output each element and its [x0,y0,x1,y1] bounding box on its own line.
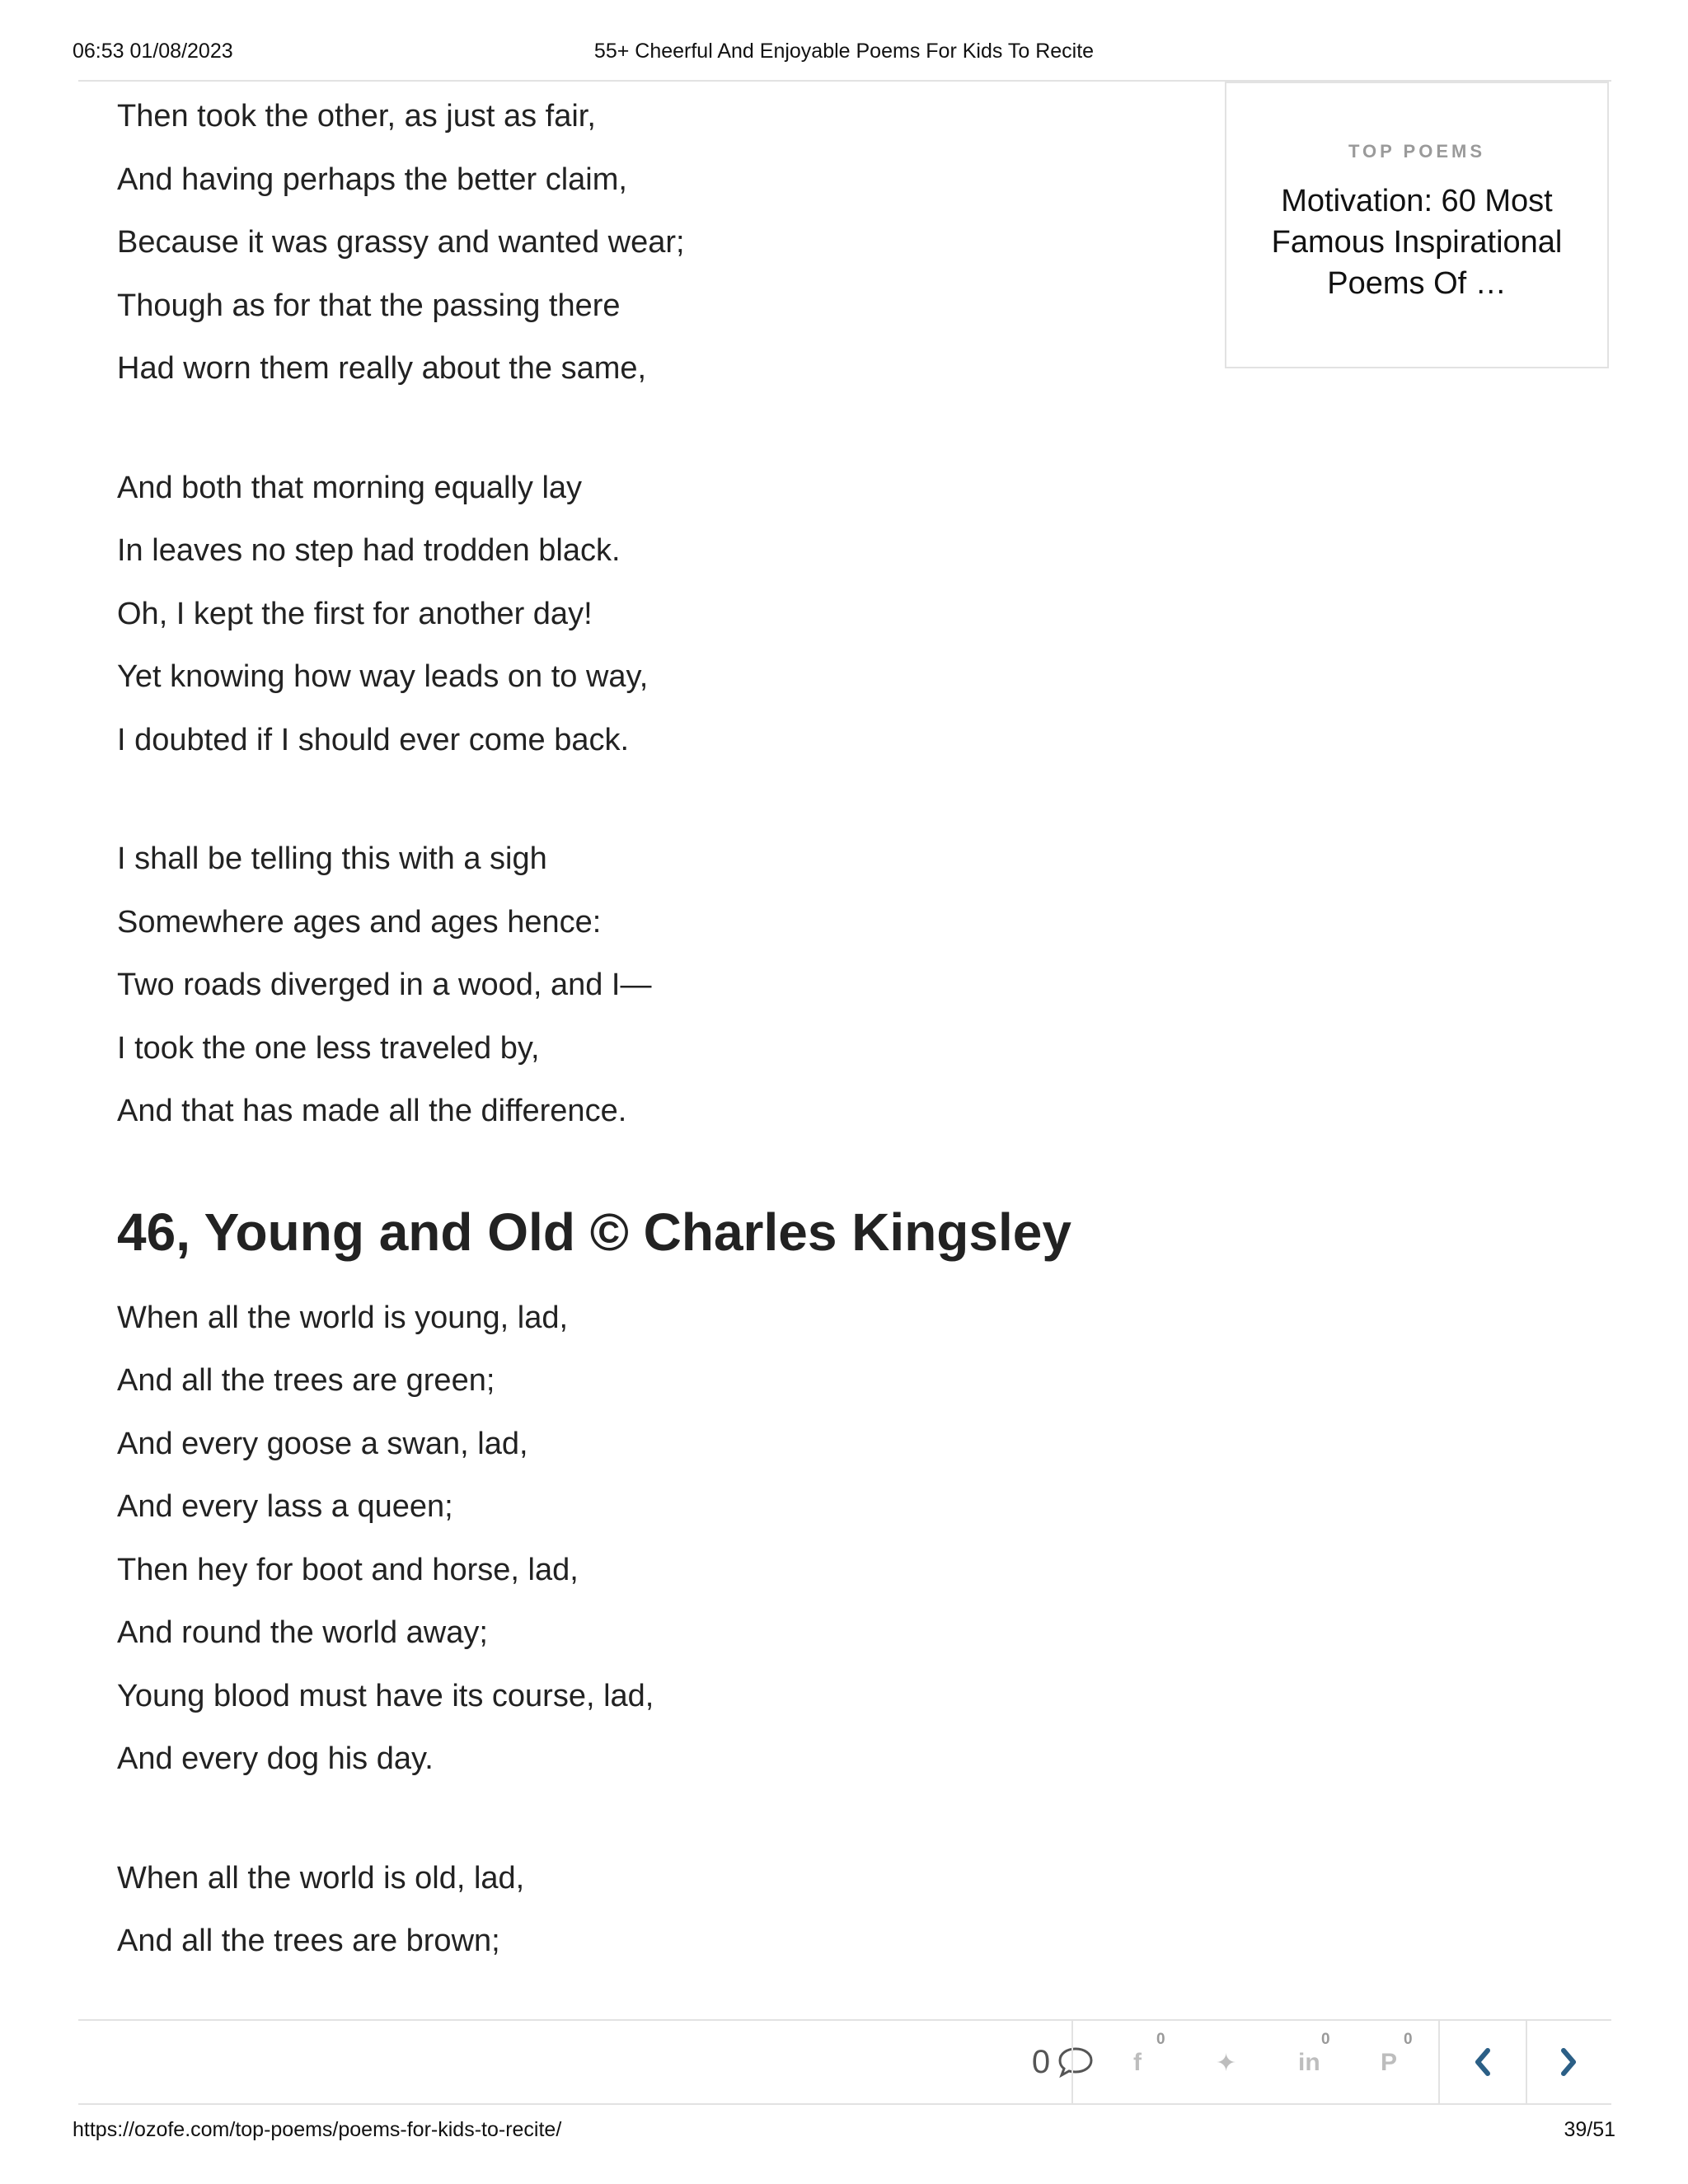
poem-line: And every dog his day. [117,1741,434,1776]
share-count: 0 [1404,2031,1413,2048]
poem-line: And all the trees are brown; [117,1924,500,1958]
poem-line: When all the world is young, lad, [117,1300,569,1335]
poem-line: And every goose a swan, lad, [117,1426,528,1461]
chevron-right-icon [1557,2046,1580,2079]
comment-count: 0 [1031,2043,1051,2080]
top-poems-widget [1225,82,1609,368]
facebook-share-button[interactable] [1109,2021,1191,2103]
stanza [117,457,1189,772]
bar-divider [1071,2021,1073,2103]
twitter-icon: ✦ [1216,2050,1237,2077]
poem-line: In leaves no step had trodden black. [117,533,621,568]
pinterest-icon: P [1381,2049,1398,2076]
poem-line: Though as for that the passing there [117,288,621,323]
stanza [117,85,1189,401]
poem-line: Young blood must have its course, lad, [117,1678,654,1713]
poem-line: When all the world is old, lad, [117,1860,525,1896]
twitter-share-button[interactable] [1191,2021,1273,2103]
poem-line: And all the trees are green; [117,1363,495,1398]
share-bar [78,2019,1611,2105]
next-button[interactable] [1527,2021,1610,2103]
share-count: 0 [1156,2031,1165,2048]
poem-line: I took the one less traveled by, [117,1030,540,1066]
article-body [117,85,1189,2029]
poem-line: Then hey for boot and horse, lad, [117,1552,579,1587]
poem-line: I doubted if I should ever come back. [117,722,630,757]
pinterest-share-button[interactable] [1356,2021,1438,2103]
stanza [117,827,1189,1143]
print-header [73,40,1615,69]
bar-divider [1438,2021,1440,2103]
poem-line: Oh, I kept the first for another day! [117,596,593,631]
print-page-title: 55+ Cheerful And Enjoyable Poems For Kids To Recite [593,40,1095,63]
widget-label: TOP POEMS [1348,141,1485,162]
poem-line: And that has made all the difference. [117,1094,627,1128]
stanza [117,1847,1189,1973]
poem-line: And every lass a queen; [117,1489,453,1524]
facebook-icon: f [1133,2049,1142,2076]
top-poem-link[interactable]: Motivation: 60 Most Famous Inspirational Poems Of … [1271,184,1563,301]
poem-line: Had worn them really about the same, [117,351,647,386]
poem-line: Yet knowing how way leads on to way, [117,659,649,694]
poem-line: And both that morning equally lay [117,470,583,505]
poem-heading: 46, Young and Old © Charles Kingsley [117,1202,1071,1262]
poem-line: I shall be telling this with a sigh [117,841,547,876]
linkedin-icon: in [1298,2049,1320,2076]
page-number: 39/51 [1564,2118,1615,2141]
poem-line: Because it was grassy and wanted wear; [117,225,685,260]
speech-bubble-icon [1057,2046,1095,2079]
linkedin-share-button[interactable] [1273,2021,1356,2103]
poem-line: Then took the other, as just as fair, [117,99,596,134]
poem-line: And having perhaps the better claim, [117,162,627,197]
print-url: https://ozofe.com/top-poems/poems-for-kids-to-recite/ [73,2118,562,2141]
previous-button[interactable] [1442,2021,1524,2103]
poem-line: Somewhere ages and ages hence: [117,904,602,940]
poem-line: Two roads diverged in a wood, and I— [117,968,652,1002]
poem-line: And round the world away; [117,1615,488,1650]
stanza [117,1286,1189,1791]
share-count: 0 [1321,2031,1330,2048]
print-datetime: 06:53 01/08/2023 [73,40,233,63]
chevron-left-icon [1471,2046,1494,2079]
